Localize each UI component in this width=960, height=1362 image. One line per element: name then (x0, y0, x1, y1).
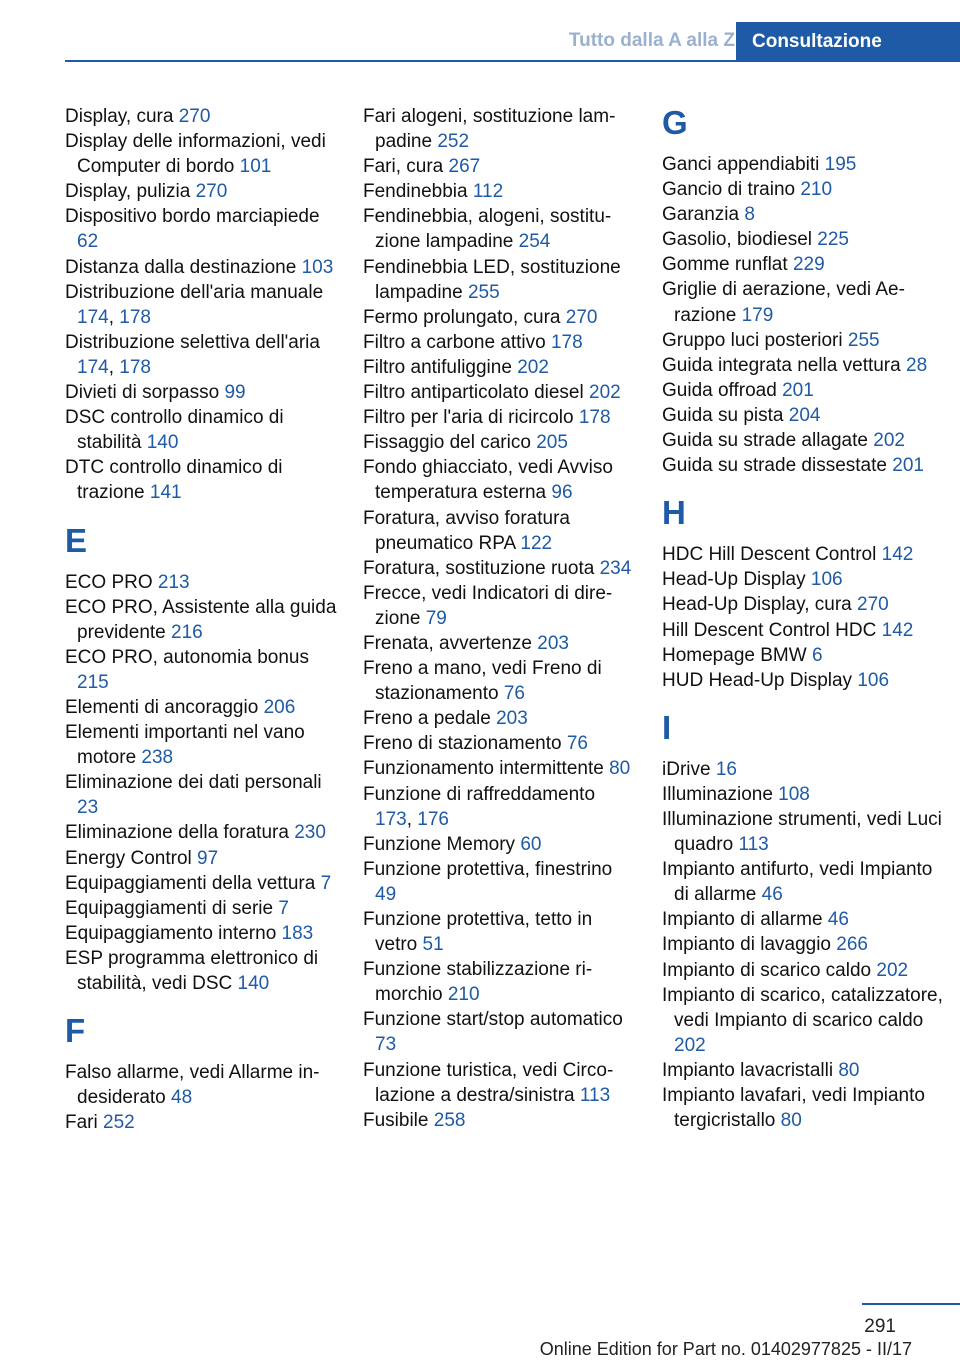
index-entry-text: Illuminazione strumenti, vedi Luci quadro (662, 808, 942, 856)
index-entry (662, 757, 944, 782)
page-ref-link[interactable]: 99 (224, 382, 246, 404)
index-entry-text: Fari, cura (363, 156, 449, 178)
index-entry-text: Divieti di sorpasso (65, 382, 225, 404)
index-entry (65, 846, 337, 871)
index-entry-text: Fermo prolungato, cura (363, 306, 566, 328)
index-entry (65, 770, 337, 820)
index-entry-text: Energy Control (65, 847, 198, 869)
page-ref-link[interactable]: 6 (811, 644, 823, 666)
page-ref-link[interactable]: 178 (119, 356, 151, 378)
index-entry (363, 731, 635, 756)
index-entry (363, 857, 635, 907)
index-entry (65, 896, 337, 921)
index-entry-text: Filtro antifuliggine (363, 356, 518, 378)
page-ref-link[interactable]: 234 (599, 557, 632, 579)
index-entry-text: Equipaggiamento interno (65, 922, 282, 944)
page-ref-link[interactable]: 225 (817, 229, 849, 251)
page-number: 291 (864, 1316, 896, 1337)
index-entry-text: Elementi importanti nel vano motore (65, 722, 305, 769)
page-ref-link[interactable]: 46 (827, 909, 849, 931)
index-entry (65, 595, 337, 645)
index-entry (363, 506, 635, 556)
section-title: Tutto dalla A alla Z (568, 30, 735, 51)
index-entry-text: Garanzia (662, 204, 745, 226)
page-ref-link[interactable]: 23 (77, 797, 99, 819)
page-ref-link[interactable]: 205 (536, 432, 568, 454)
index-entry-text: DSC controllo dinamico di stabilità (65, 407, 284, 454)
index-entry-text: Ganci appendiabiti (662, 154, 825, 175)
index-entry-text: Equipaggiamenti della vettura (65, 872, 321, 894)
header-rule (65, 60, 736, 62)
index-entry (662, 907, 944, 932)
page-ref-link[interactable]: 230 (294, 822, 326, 844)
index-entry-text: Illuminazione (662, 783, 779, 805)
index-entry (662, 353, 944, 378)
index-entry (363, 907, 635, 957)
index-entry (65, 1060, 337, 1110)
page-ref-link[interactable]: 174 (77, 306, 109, 328)
index-entry-text: Foratura, sostituzione ruota (363, 557, 600, 579)
page-ref-link[interactable]: 113 (738, 834, 769, 856)
index-entry (662, 782, 944, 807)
page-ref-link[interactable]: 140 (237, 973, 270, 994)
page-ref-link[interactable]: 210 (800, 179, 833, 201)
index-entry-text: Griglie di aerazione, vedi Aerazione (662, 279, 905, 326)
index-column-2 (363, 104, 635, 1133)
index-entry (65, 695, 337, 720)
index-entry-text: Fari alogeni, sostituzione lampadine (363, 106, 616, 153)
page-ref-link[interactable]: 201 (782, 379, 814, 401)
index-entry-text: iDrive (662, 758, 716, 780)
page-ref-link[interactable]: 258 (433, 1109, 466, 1131)
index-entry-text: ECO PRO (65, 571, 158, 593)
page-ref-link[interactable]: 80 (609, 758, 631, 780)
index-entry (65, 1110, 337, 1135)
page-ref-link[interactable]: 8 (744, 204, 755, 226)
index-entry (662, 592, 944, 617)
index-entry (65, 129, 337, 179)
page-ref-link[interactable]: 96 (551, 482, 573, 504)
index-entry-text: Hill Descent Control HDC (662, 619, 882, 641)
index-entry (363, 330, 635, 355)
index-entry-text: Funzione protettiva, finestrino (363, 858, 613, 880)
index-entry (65, 921, 337, 946)
page-ref-link[interactable]: 178 (578, 407, 611, 429)
page-ref-link[interactable]: 255 (847, 329, 880, 351)
index-entry (65, 720, 337, 770)
index-entry (363, 305, 635, 330)
page-ref-link[interactable]: 254 (518, 231, 551, 253)
page-ref-link[interactable]: 141 (149, 482, 182, 504)
index-entry (363, 355, 635, 380)
page-ref-link[interactable]: 76 (503, 683, 525, 705)
page-ref-link[interactable]: 252 (103, 1112, 135, 1134)
index-entry (662, 403, 944, 428)
index-entry (65, 570, 337, 595)
index-entry (363, 1007, 635, 1057)
page-ref-link[interactable]: 80 (780, 1110, 802, 1132)
page-ref-link[interactable]: 270 (195, 181, 228, 203)
index-entry-text: Distanza dalla destinazione (65, 256, 302, 278)
index-entry-text: Guida su strade dissestate (662, 455, 893, 477)
page-ref-link[interactable]: 108 (778, 783, 810, 805)
index-entry (662, 453, 944, 478)
index-entry (363, 154, 635, 179)
page-ref-link[interactable]: 176 (417, 808, 449, 830)
page-ref-link[interactable]: 80 (838, 1059, 860, 1081)
index-entry (363, 1108, 635, 1133)
page-ref-link[interactable]: 206 (263, 696, 296, 718)
index-entry-text: ECO PRO, Assistente alla guida previdente (65, 596, 337, 643)
index-entry (662, 152, 944, 177)
page-ref-link[interactable]: 49 (375, 883, 397, 905)
page-ref-link[interactable]: 46 (761, 884, 783, 906)
index-entry-text: Fari (65, 1112, 103, 1134)
page-ref-link[interactable]: 179 (741, 304, 774, 326)
index-entry (662, 277, 944, 327)
page-ref-link[interactable]: 202 (517, 356, 549, 378)
page-ref-link[interactable]: 270 (178, 106, 211, 127)
index-entry (363, 556, 635, 581)
index-entry-text: Funzione protettiva, tetto in vetro (363, 909, 593, 956)
index-entry-text: ECO PRO, autonomia bonus (65, 646, 309, 668)
page-ref-link[interactable]: 203 (496, 708, 528, 730)
index-entry (363, 957, 635, 1007)
index-entry-text: Freno a pedale (363, 708, 497, 730)
page-ref-link[interactable]: 229 (792, 254, 825, 276)
page-ref-link[interactable]: 210 (447, 984, 480, 1006)
index-entry-text: Funzione di raffreddamento (363, 783, 596, 805)
index-entry-text: Impianto antifurto, vedi Impianto di allarme (662, 859, 933, 906)
index-entry-text: Impianto di lavaggio (662, 934, 837, 956)
index-entry (363, 706, 635, 731)
index-entry-text: Impianto di scarico caldo (662, 959, 877, 981)
page-ref-link[interactable]: 79 (425, 607, 447, 629)
index-entry-text: Impianto di scarico, catalizzatore, vedi Impianto di scarico caldo (662, 984, 943, 1031)
index-entry (363, 380, 635, 405)
index-entry-text: Filtro per l'aria di ricircolo (363, 407, 579, 429)
index-entry (662, 378, 944, 403)
index-entry-text: Filtro a carbone attivo (363, 331, 551, 353)
index-entry (662, 618, 944, 643)
index-entry-text: Fendinebbia, alogeni, sostituzione lampadine (363, 206, 612, 253)
page-ref-link[interactable]: 73 (375, 1034, 397, 1056)
index-entry-text: Frecce, vedi Indicatori di direzione (363, 582, 613, 629)
page-ref-link[interactable]: 213 (157, 571, 190, 593)
index-entry (662, 983, 944, 1058)
index-entry: Distribuzione dell'aria manuale 174, 178 (65, 281, 324, 328)
index-entry (363, 405, 635, 430)
index-entry (363, 756, 635, 781)
page-ref-link[interactable]: 204 (788, 404, 821, 426)
index-letter-heading: H (662, 494, 686, 532)
index-entry (65, 104, 337, 129)
page-ref-link[interactable]: 238 (141, 747, 174, 769)
index-entry (363, 631, 635, 656)
index-entry-text: Freno a mano, vedi Freno di stazionamento (363, 658, 602, 705)
index-entry (65, 871, 337, 896)
page-ref-link[interactable]: 266 (836, 934, 868, 956)
page-ref-link[interactable]: 202 (873, 430, 905, 452)
page-ref-link[interactable]: 97 (197, 847, 219, 869)
page-ref-link[interactable]: 202 (876, 959, 909, 981)
page-ref-link[interactable]: 101 (239, 156, 272, 178)
index-entry-text: Equipaggiamenti di serie (65, 897, 279, 919)
index-entry: Distribuzione selettiva dell'aria 174, 178 (65, 331, 320, 378)
index-entry (662, 1083, 944, 1133)
index-entry (363, 832, 635, 857)
index-entry (65, 204, 337, 254)
index-entry-text: Funzione Memory (363, 833, 521, 855)
index-entry (662, 328, 944, 353)
index-entry (662, 932, 944, 957)
page-ref-link[interactable]: 48 (171, 1087, 193, 1109)
page-ref-link[interactable]: 195 (824, 154, 857, 175)
page-header (0, 0, 960, 62)
index-entry-text: ESP programma elettronico di stabilità, vedi DSC (65, 947, 319, 994)
index-entry (65, 255, 337, 280)
page-ref-link[interactable]: 270 (857, 594, 889, 616)
index-entry-text: Falso allarme, vedi Allarme indesiderato (65, 1062, 320, 1109)
index-entry-text: Eliminazione della foratura (65, 822, 295, 844)
index-entry-text: Filtro antiparticolato diesel (363, 382, 589, 404)
page-ref-link[interactable]: 201 (892, 455, 924, 477)
index-entry (65, 380, 337, 405)
index-entry-text: Head-Up Display (662, 569, 811, 591)
page-ref-link[interactable]: 183 (281, 922, 314, 944)
index-entry-text: Display, pulizia (65, 181, 196, 203)
chapter-tab: Consultazione (736, 22, 960, 62)
page-ref-link[interactable]: 215 (77, 671, 109, 693)
index-entry-text: Gasolio, biodiesel (662, 229, 818, 251)
index-entry-text: Impianto di allarme (662, 909, 828, 931)
index-entry-text: Guida offroad (662, 379, 783, 401)
index-entry (65, 820, 337, 845)
index-entry (662, 1058, 944, 1083)
index-column-1 (65, 104, 337, 1135)
page-ref-link[interactable]: 173 (375, 808, 407, 830)
page-ref-link[interactable]: 202 (674, 1034, 706, 1056)
index-entry-text: Impianto lavafari, vedi Impianto tergicristallo (662, 1085, 925, 1132)
index-entry-text: HUD Head-Up Display (662, 669, 858, 691)
index-entry (363, 430, 635, 455)
index-entry (662, 958, 944, 983)
index-entry-text: Eliminazione dei dati personali (65, 772, 322, 794)
page-ref-link[interactable]: 103 (301, 256, 334, 278)
page-ref-link[interactable]: 142 (881, 619, 914, 641)
index-entry-text: Distribuzione selettiva dell'aria (65, 331, 320, 353)
page-ref-link[interactable]: 140 (146, 432, 179, 454)
index-entry (363, 104, 635, 154)
index-entry-text: Gomme runflat (662, 254, 793, 276)
page-ref-link[interactable]: 202 (589, 382, 621, 404)
index-entry-text: Fusibile (363, 1109, 434, 1131)
index-entry (662, 643, 944, 668)
index-entry-text: Fondo ghiacciato, vedi Avviso temperatura esterna (363, 457, 613, 504)
index-entry-text: Display, cura (65, 106, 179, 127)
index-entry-text: Foratura, avviso foratura pneumatico RPA (363, 507, 570, 554)
index-entry (363, 581, 635, 631)
page-ref-link[interactable]: 255 (467, 281, 500, 303)
index-entry (662, 857, 944, 907)
page-ref-link[interactable]: 142 (881, 544, 914, 566)
index-entry-text: Funzione start/stop automatico (363, 1009, 623, 1031)
index-entry (65, 645, 337, 695)
index-entry (662, 567, 944, 592)
index-letter-heading: G (662, 104, 688, 141)
page-ref-link[interactable]: 178 (550, 331, 583, 353)
page-ref-link[interactable]: 112 (472, 181, 504, 203)
page-ref-link[interactable]: 28 (906, 354, 928, 376)
index-entry-text: Guida su strade allagate (662, 430, 874, 452)
index-entry (662, 202, 944, 227)
index-entry: Funzione di raffreddamento 173, 176 (363, 783, 596, 830)
index-entry-text: DTC controllo dinamico di trazione (65, 457, 283, 504)
index-entry-text: Fendinebbia LED, sostituzione lampadine (363, 256, 621, 303)
footer-rule (862, 1303, 960, 1305)
index-entry (65, 455, 337, 505)
page-ref-link[interactable]: 60 (520, 833, 542, 855)
page-ref-link[interactable]: 178 (119, 306, 151, 328)
page-ref-link[interactable]: 216 (171, 621, 203, 643)
page-ref-link[interactable]: 252 (437, 131, 470, 153)
page-ref-link[interactable]: 174 (77, 356, 109, 378)
index-entry-text: Funzione stabilizzazione rimorchio (363, 959, 593, 1006)
index-entry (65, 405, 337, 455)
index-letter-heading: I (662, 708, 672, 746)
index-entry (65, 946, 337, 996)
index-entry-text: Impianto lavacristalli (662, 1059, 839, 1081)
index-entry (363, 1058, 635, 1108)
page-ref-link[interactable]: 16 (715, 758, 737, 780)
index-entry-text: Head-Up Display, cura (662, 594, 858, 616)
index-entry-text: Homepage BMW (662, 644, 812, 666)
page-ref-link[interactable]: 62 (77, 231, 99, 253)
index-letter-heading: F (65, 1012, 86, 1050)
page-ref-link[interactable]: 106 (810, 569, 843, 591)
index-entry (363, 656, 635, 706)
edition-note: Online Edition for Part no. 01402977825 - II/17 (539, 1339, 912, 1359)
index-entry (662, 668, 944, 693)
index-entry (363, 179, 635, 204)
index-entry-text: Display delle informazioni, vedi Computer di bordo (65, 131, 326, 178)
index-entry (662, 428, 944, 453)
index-entry-text: Distribuzione dell'aria manuale (65, 281, 324, 303)
index-entry-text: Fissaggio del carico (363, 432, 537, 454)
index-entry-text: HDC Hill Descent Control (662, 544, 882, 566)
page-ref-link[interactable]: 122 (520, 532, 553, 554)
index-entry-text: Guida su pista (662, 404, 789, 426)
page-ref-link[interactable]: 51 (422, 934, 444, 956)
index-entry (363, 455, 635, 505)
page-ref-link[interactable]: 106 (857, 669, 890, 691)
page-ref-link[interactable]: 203 (537, 632, 569, 654)
index-entry (662, 177, 944, 202)
page-ref-link[interactable]: 270 (565, 306, 598, 328)
index-entry-text: Gruppo luci posteriori (662, 329, 848, 351)
page-ref-link[interactable]: 76 (566, 733, 588, 755)
index-entry (662, 542, 944, 567)
index-entry-text: Dispositivo bordo marciapiede (65, 206, 320, 228)
index-entry (662, 807, 944, 857)
index-entry (363, 204, 635, 254)
index-entry-text: Funzione turistica, vedi Circolazione a destra/sinistra (363, 1059, 614, 1106)
index-entry-text: Gancio di traino (662, 179, 801, 201)
index-entry-text: Funzionamento intermittente (363, 758, 610, 780)
index-entry-text: Elementi di ancoraggio (65, 696, 264, 718)
index-column-3 (662, 104, 944, 1133)
index-entry (662, 252, 944, 277)
index-entry (662, 227, 944, 252)
index-entry-text: Freno di stazionamento (363, 733, 567, 755)
page-ref-link[interactable]: 113 (579, 1084, 611, 1106)
index-entry-text: Guida integrata nella vettura (662, 354, 906, 376)
index-letter-heading: E (65, 521, 88, 559)
index-entry-text: Frenata, avvertenze (363, 632, 538, 654)
index-entry-text: Fendinebbia (363, 181, 473, 203)
index-entry (363, 255, 635, 305)
index-entry (65, 179, 337, 204)
page-ref-link[interactable]: 7 (320, 872, 332, 894)
page-ref-link[interactable]: 7 (278, 897, 289, 919)
page-ref-link[interactable]: 267 (448, 156, 481, 178)
